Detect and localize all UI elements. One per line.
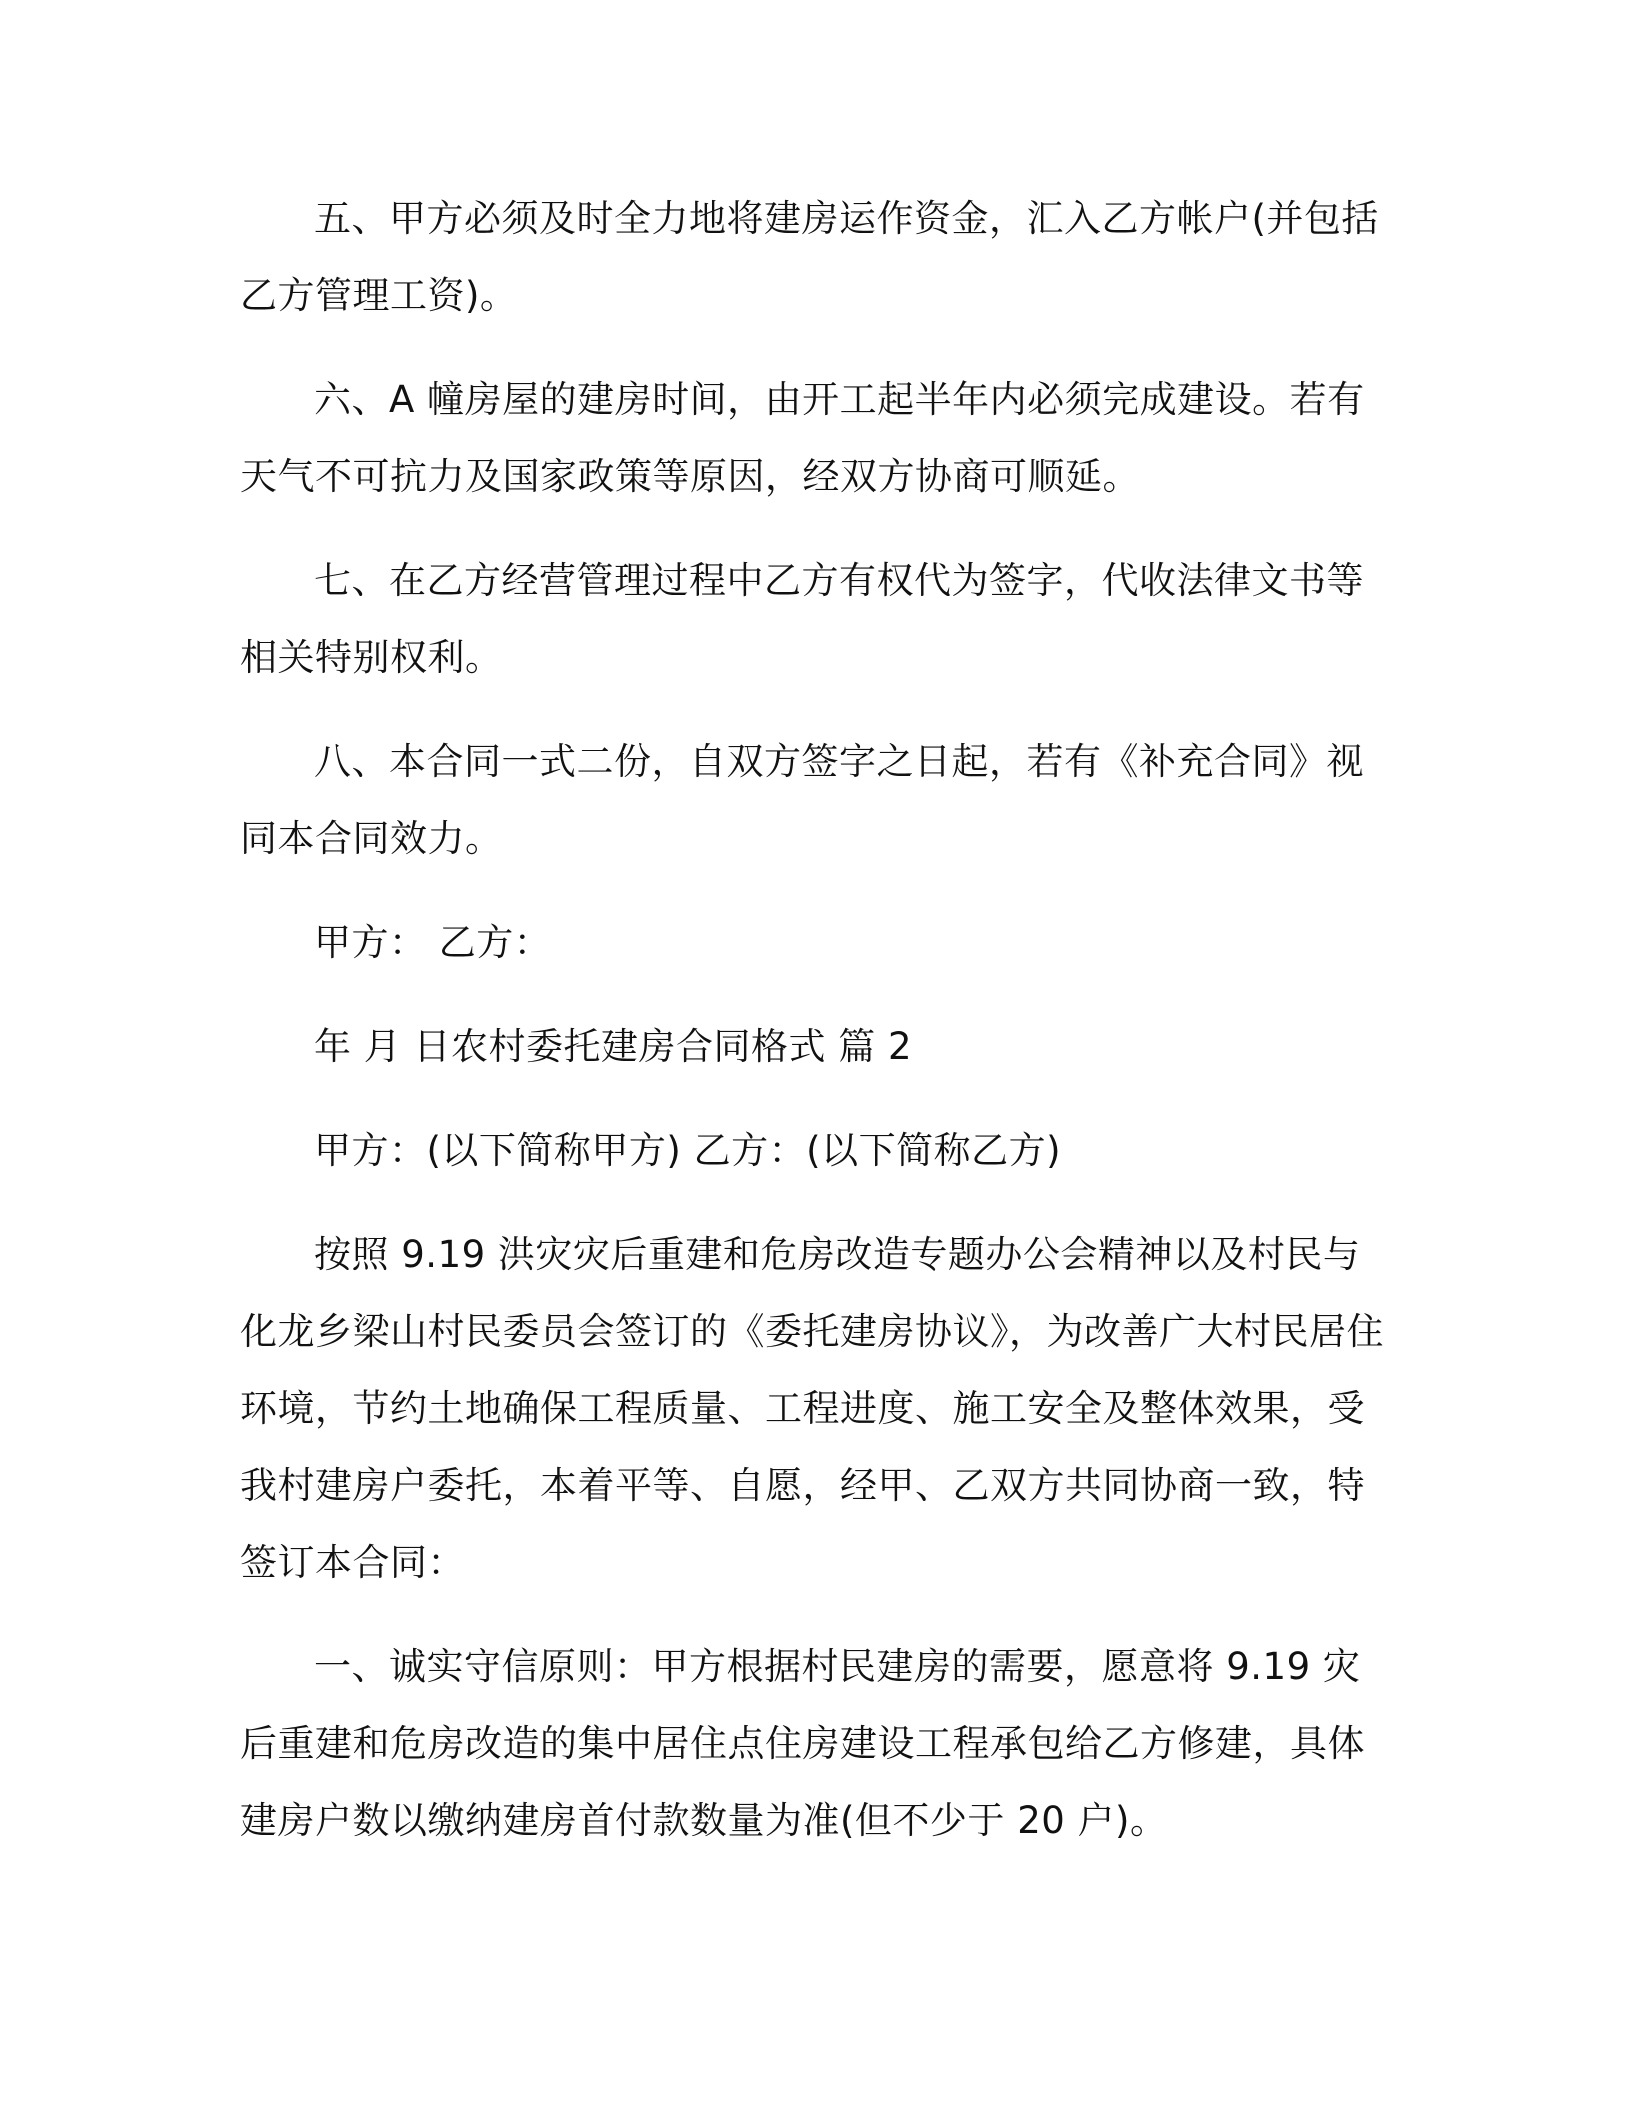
clause-six: 六、A 幢房屋的建房时间，由开工起半年内必须完成建设。若有天气不可抗力及国家政策等原因，经双方协商可顺延。 [240,378,1365,498]
clause-one: 一、诚实守信原则：甲方根据村民建房的需要，愿意将 9.19 灾后重建和危房改造的集中居住点住房建设工程承包给乙方修建，具体建房户数以缴纳建房首付款数量为准(但不少于 20 户)。 [240,1645,1365,1842]
clause-seven: 七、在乙方经营管理过程中乙方有权代为签字，代收法律文书等相关特别权利。 [240,559,1364,679]
clause-eight: 八、本合同一式二份，自双方签字之日起，若有《补充合同》视同本合同效力。 [240,740,1364,860]
signature-line: 甲方： 乙方： [314,921,552,964]
parties-line: 甲方：(以下简称甲方) 乙方：(以下简称乙方) [314,1129,1062,1172]
section-heading: 年 月 日农村委托建房合同格式 篇 2 [314,1025,913,1068]
clause-five: 五、甲方必须及时全力地将建房运作资金，汇入乙方帐户(并包括乙方管理工资)。 [240,197,1379,317]
document-body [240,180,1392,1886]
preamble-paragraph: 按照 9.19 洪灾灾后重建和危房改造专题办公会精神以及村民与化龙乡梁山村民委员会签订的《委托建房协议》，为改善广大村民居住环境，节约土地确保工程质量、工程进度、施工安全及整体效果，受我村建房户委托，本着平等、自愿，经甲、乙双方共同协商一致，特签订本合同： [240,1233,1384,1584]
